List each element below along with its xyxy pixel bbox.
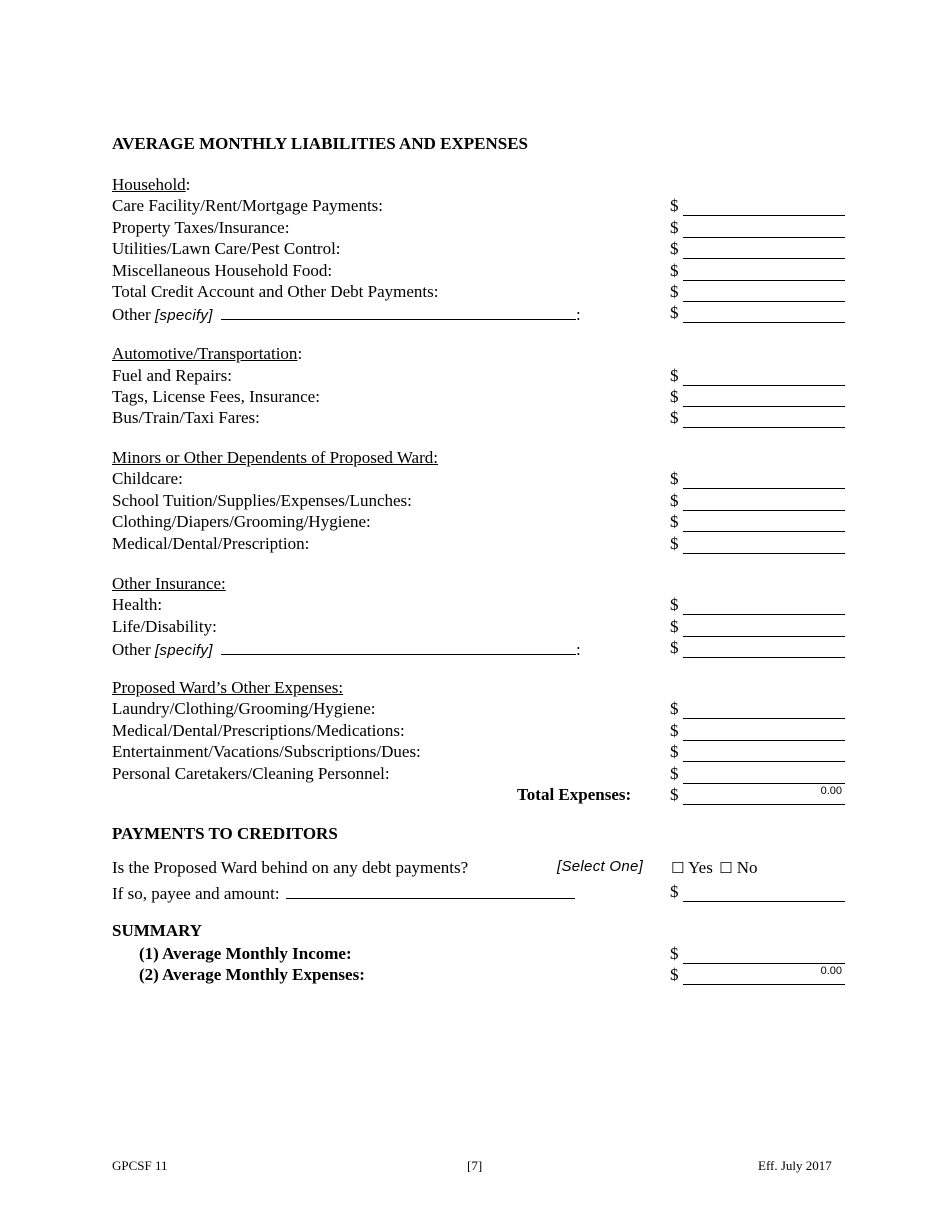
household-care-facility-field[interactable]: [683, 196, 845, 216]
currency-symbol: $: [670, 469, 679, 488]
automotive-heading: Automotive/Transportation:: [112, 344, 303, 363]
currency-symbol: $: [670, 239, 679, 258]
currency-symbol: $: [670, 944, 679, 963]
currency-symbol: $: [670, 534, 679, 553]
dependents-item-label: Clothing/Diapers/Grooming/Hygiene:: [112, 512, 371, 531]
summary-income-label: (1) Average Monthly Income:: [139, 944, 352, 963]
payments-heading: PAYMENTS TO CREDITORS: [112, 824, 338, 843]
household-item-label: Utilities/Lawn Care/Pest Control:: [112, 239, 341, 258]
currency-symbol: $: [670, 366, 679, 385]
payee-input[interactable]: [286, 882, 575, 899]
currency-symbol: $: [670, 387, 679, 406]
currency-symbol: $: [670, 261, 679, 280]
dependents-childcare-field[interactable]: [683, 469, 845, 489]
household-heading: Household:: [112, 175, 191, 194]
currency-symbol: $: [670, 491, 679, 510]
summary-expenses-field[interactable]: [683, 965, 845, 985]
household-utilities-field[interactable]: [683, 239, 845, 259]
household-item-label: Miscellaneous Household Food:: [112, 261, 333, 280]
dependents-clothing-field[interactable]: [683, 512, 845, 532]
payments-question: Is the Proposed Ward behind on any debt payments?: [112, 858, 469, 877]
dependents-heading: Minors or Other Dependents of Proposed Ward:: [112, 448, 438, 467]
automotive-tags-field[interactable]: [683, 387, 845, 407]
page-title: AVERAGE MONTHLY LIABILITIES AND EXPENSES: [112, 134, 528, 153]
summary-expenses-label: (2) Average Monthly Expenses:: [139, 965, 365, 984]
other-label: Other: [112, 640, 151, 659]
household-other-specify-input[interactable]: [221, 303, 576, 320]
footer-form-id: GPCSF 11: [112, 1158, 168, 1173]
yes-no-group: [671, 858, 758, 878]
ward-expenses-item-label: Medical/Dental/Prescriptions/Medications:: [112, 721, 405, 740]
currency-symbol: $: [670, 617, 679, 636]
currency-symbol: $: [670, 303, 679, 322]
currency-symbol: $: [670, 965, 679, 984]
insurance-heading: Other Insurance:: [112, 574, 226, 593]
ward-expenses-heading: Proposed Ward’s Other Expenses:: [112, 678, 344, 697]
total-expenses-value: 0.00: [820, 785, 842, 797]
dependents-item-label: School Tuition/Supplies/Expenses/Lunches:: [112, 491, 412, 510]
payee-row: [112, 882, 575, 904]
currency-symbol: $: [670, 218, 679, 237]
currency-symbol: $: [670, 408, 679, 427]
insurance-life-field[interactable]: [683, 617, 845, 637]
insurance-health-field[interactable]: [683, 595, 845, 615]
summary-heading: SUMMARY: [112, 921, 203, 940]
payee-amount-field[interactable]: [683, 882, 845, 902]
household-property-taxes-field[interactable]: [683, 218, 845, 238]
automotive-item-label: Tags, License Fees, Insurance:: [112, 387, 320, 406]
yes-label: Yes: [688, 858, 713, 877]
automotive-item-label: Bus/Train/Taxi Fares:: [112, 408, 260, 427]
ward-expenses-item-label: Personal Caretakers/Cleaning Personnel:: [112, 764, 390, 783]
currency-symbol: $: [670, 699, 679, 718]
total-expenses-label: Total Expenses:: [517, 785, 632, 804]
insurance-other-row: Other [specify] :: [112, 640, 581, 659]
other-label: Other: [112, 305, 151, 324]
currency-symbol: $: [670, 196, 679, 215]
household-item-label: Care Facility/Rent/Mortgage Payments:: [112, 196, 384, 215]
insurance-other-field[interactable]: [683, 638, 845, 658]
currency-symbol: $: [670, 282, 679, 301]
ward-entertainment-field[interactable]: [683, 742, 845, 762]
currency-symbol: $: [670, 764, 679, 783]
specify-hint: [specify]: [154, 307, 213, 324]
specify-hint: [specify]: [154, 642, 213, 659]
dependents-medical-field[interactable]: [683, 534, 845, 554]
footer-page-number: [7]: [467, 1158, 483, 1173]
summary-expenses-value: 0.00: [820, 965, 842, 977]
dependents-tuition-field[interactable]: [683, 491, 845, 511]
currency-symbol: $: [670, 742, 679, 761]
total-expenses-field[interactable]: [683, 785, 845, 805]
currency-symbol: $: [670, 638, 679, 657]
ward-expenses-item-label: Entertainment/Vacations/Subscriptions/Dues:: [112, 742, 421, 761]
payee-label: If so, payee and amount:: [112, 884, 280, 903]
currency-symbol: $: [670, 512, 679, 531]
household-item-label: Property Taxes/Insurance:: [112, 218, 290, 237]
insurance-item-label: Life/Disability:: [112, 617, 217, 636]
dependents-item-label: Childcare:: [112, 469, 183, 488]
automotive-fuel-field[interactable]: [683, 366, 845, 386]
ward-expenses-item-label: Laundry/Clothing/Grooming/Hygiene:: [112, 699, 376, 718]
household-credit-debt-field[interactable]: [683, 282, 845, 302]
currency-symbol: $: [670, 882, 679, 901]
no-label: No: [736, 858, 758, 877]
insurance-other-specify-input[interactable]: [221, 638, 576, 655]
household-food-field[interactable]: [683, 261, 845, 281]
ward-medical-field[interactable]: [683, 721, 845, 741]
no-checkbox[interactable]: ☐: [719, 859, 733, 877]
currency-symbol: $: [670, 721, 679, 740]
select-one-hint: [Select One]: [557, 858, 644, 875]
household-other-row: Other [specify] :: [112, 305, 581, 324]
automotive-item-label: Fuel and Repairs:: [112, 366, 232, 385]
household-item-label: Total Credit Account and Other Debt Payments:: [112, 282, 439, 301]
household-other-field[interactable]: [683, 303, 845, 323]
summary-income-field[interactable]: [683, 944, 845, 964]
ward-laundry-field[interactable]: [683, 699, 845, 719]
currency-symbol: $: [670, 785, 679, 804]
footer-effective-date: Eff. July 2017: [758, 1158, 832, 1173]
yes-checkbox[interactable]: ☐: [671, 859, 685, 877]
insurance-item-label: Health:: [112, 595, 163, 614]
ward-caretakers-field[interactable]: [683, 764, 845, 784]
currency-symbol: $: [670, 595, 679, 614]
automotive-fares-field[interactable]: [683, 408, 845, 428]
dependents-item-label: Medical/Dental/Prescription:: [112, 534, 310, 553]
